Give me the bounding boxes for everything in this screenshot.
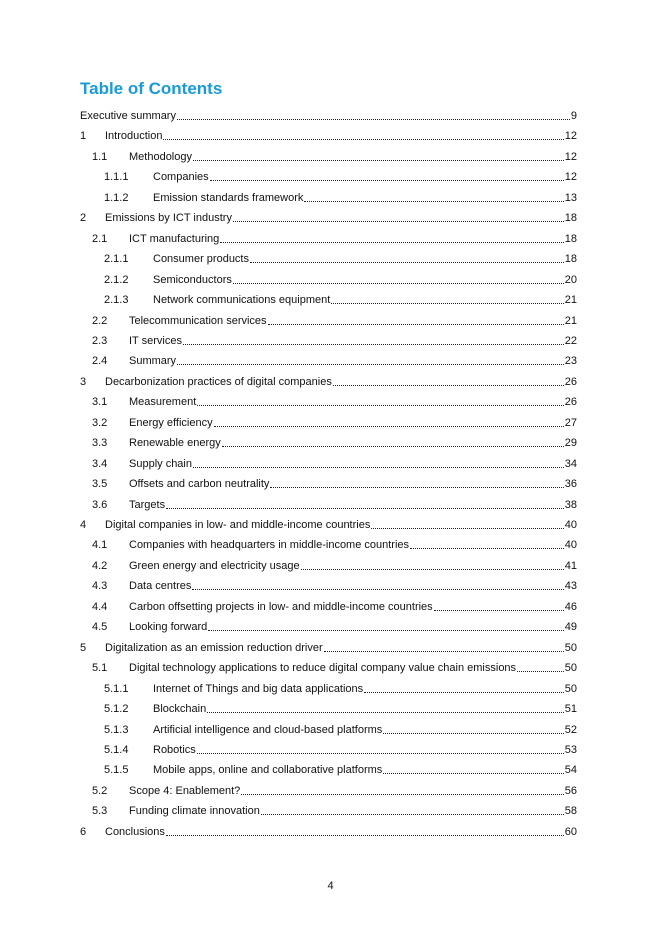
toc-entry-label: Looking forward <box>129 621 208 633</box>
toc-entry-label: Consumer products <box>153 253 249 265</box>
toc-entry-page: 18 <box>564 253 577 265</box>
toc-entry-page: 41 <box>564 560 577 572</box>
toc-dot-leader <box>304 200 563 202</box>
toc-entry-page: 58 <box>564 805 577 817</box>
toc-dot-leader <box>166 834 564 836</box>
toc-entry-label: Companies <box>153 171 209 183</box>
toc-entry-number: 4 <box>80 519 87 531</box>
toc-dot-leader <box>383 732 563 734</box>
toc-entry[interactable] <box>104 252 577 266</box>
toc-dot-leader <box>197 752 564 754</box>
toc-entry-label: ICT manufacturing <box>129 233 220 245</box>
toc-dot-leader <box>208 629 563 631</box>
toc-dot-leader <box>193 159 564 161</box>
toc-entry-label: Emission standards framework <box>153 192 304 204</box>
toc-entry-page: 23 <box>564 355 577 367</box>
toc-entry-number: 3.6 <box>92 499 108 511</box>
toc-entry[interactable] <box>92 354 577 368</box>
toc-entry[interactable] <box>104 170 577 184</box>
toc-entry-label: Conclusions <box>105 826 165 838</box>
toc-entry-label: Mobile apps, online and collaborative platforms <box>153 764 383 776</box>
toc-entry-page: 50 <box>564 683 577 695</box>
toc-entry[interactable] <box>92 804 577 818</box>
toc-entry-label: Companies with headquarters in middle-income countries <box>129 539 410 551</box>
toc-dot-leader <box>233 220 564 222</box>
toc-entry-label: Digital companies in low- and middle-income countries <box>105 519 371 531</box>
toc-entry-label: Network communications equipment <box>153 294 331 306</box>
toc-entry-page: 29 <box>564 437 577 449</box>
toc-entry-page: 34 <box>564 458 577 470</box>
toc-entry-number: 3 <box>80 376 87 388</box>
toc-entry[interactable] <box>80 109 577 123</box>
toc-entry-number: 2.4 <box>92 355 108 367</box>
toc-entry-label: Summary <box>129 355 177 367</box>
toc-entry-number: 2.1 <box>92 233 108 245</box>
toc-dot-leader <box>241 793 563 795</box>
toc-title: Table of Contents <box>80 79 223 98</box>
toc-entry-number: 2.3 <box>92 335 108 347</box>
toc-dot-leader <box>220 241 563 243</box>
toc-entry-page: 9 <box>570 110 577 122</box>
toc-entry[interactable] <box>92 334 577 348</box>
toc-entry[interactable] <box>80 375 577 389</box>
toc-entry[interactable] <box>80 211 577 225</box>
toc-entry[interactable] <box>92 150 577 164</box>
toc-entry-label: IT services <box>129 335 182 347</box>
toc-entry[interactable] <box>104 702 577 716</box>
toc-entry-label: Energy efficiency <box>129 417 213 429</box>
toc-entry-number: 1 <box>80 130 87 142</box>
toc-entry-label: Carbon offsetting projects in low- and middle-income countries <box>129 601 433 613</box>
toc-entry-page: 49 <box>564 621 577 633</box>
toc-entry[interactable] <box>80 518 577 532</box>
toc-entry[interactable] <box>92 579 577 593</box>
toc-entry-page: 27 <box>564 417 577 429</box>
toc-entry-page: 60 <box>564 826 577 838</box>
toc-dot-leader <box>434 609 564 611</box>
toc-entry-number: 6 <box>80 826 87 838</box>
toc-entry[interactable] <box>92 784 577 798</box>
toc-dot-leader <box>183 343 564 345</box>
toc-entry[interactable] <box>104 273 577 287</box>
toc-entry[interactable] <box>104 743 577 757</box>
toc-entry-number: 5.1.3 <box>104 724 129 736</box>
toc-entry[interactable] <box>92 416 577 430</box>
toc-dot-leader <box>192 588 563 590</box>
toc-entry[interactable] <box>104 763 577 777</box>
toc-entry-label: Methodology <box>129 151 192 163</box>
toc-dot-leader <box>331 302 563 304</box>
toc-entry-number: 1.1.2 <box>104 192 129 204</box>
toc-entry[interactable] <box>92 457 577 471</box>
toc-entry-number: 3.3 <box>92 437 108 449</box>
toc-dot-leader <box>207 711 564 713</box>
toc-entry-label: Offsets and carbon neutrality <box>129 478 270 490</box>
toc-dot-leader <box>333 384 564 386</box>
toc-dot-leader <box>517 670 564 672</box>
toc-dot-leader <box>268 323 564 325</box>
toc-entry[interactable] <box>104 682 577 696</box>
toc-entry-number: 5.2 <box>92 785 108 797</box>
toc-entry-label: Artificial intelligence and cloud-based platforms <box>153 724 383 736</box>
toc-dot-leader <box>233 282 564 284</box>
toc-entry-number: 3.2 <box>92 417 108 429</box>
toc-entry-page: 38 <box>564 499 577 511</box>
toc-entry-label: Supply chain <box>129 458 192 470</box>
toc-entry[interactable] <box>80 129 577 143</box>
toc-entry-number: 5 <box>80 642 87 654</box>
toc-entry-page: 50 <box>564 642 577 654</box>
toc-entry-page: 12 <box>564 130 577 142</box>
toc-entry-number: 5.1.5 <box>104 764 129 776</box>
toc-dot-leader <box>270 486 563 488</box>
toc-entry-number: 4.3 <box>92 580 108 592</box>
toc-dot-leader <box>197 404 563 406</box>
toc-dot-leader <box>193 466 564 468</box>
toc-entry[interactable] <box>92 538 577 552</box>
toc-entry-page: 50 <box>564 662 577 674</box>
toc-entry-number: 1.1.1 <box>104 171 129 183</box>
toc-dot-leader <box>261 813 564 815</box>
toc-entry-number: 5.1.2 <box>104 703 129 715</box>
toc-dot-leader <box>177 118 570 120</box>
toc-entry-page: 54 <box>564 764 577 776</box>
toc-dot-leader <box>166 507 564 509</box>
toc-entry-page: 12 <box>564 151 577 163</box>
toc-entry-number: 4.5 <box>92 621 108 633</box>
toc-entry-page: 43 <box>564 580 577 592</box>
toc-entry-number: 5.1.4 <box>104 744 129 756</box>
toc-entry[interactable] <box>92 477 577 491</box>
toc-entry-number: 3.1 <box>92 396 108 408</box>
toc-entry[interactable] <box>104 723 577 737</box>
toc-dot-leader <box>324 650 564 652</box>
toc-entry[interactable] <box>104 293 577 307</box>
toc-dot-leader <box>214 425 564 427</box>
toc-entry-page: 56 <box>564 785 577 797</box>
toc-entry-number: 4.1 <box>92 539 108 551</box>
toc-dot-leader <box>163 138 563 140</box>
toc-entry[interactable] <box>92 314 577 328</box>
toc-entry-page: 26 <box>564 376 577 388</box>
page-number: 4 <box>327 880 334 892</box>
toc-entry-number: 3.5 <box>92 478 108 490</box>
toc-entry[interactable] <box>92 436 577 450</box>
toc-entry-number: 1.1 <box>92 151 108 163</box>
toc-entry-number: 5.3 <box>92 805 108 817</box>
toc-entry[interactable] <box>92 559 577 573</box>
toc-dot-leader <box>383 772 563 774</box>
toc-entry-number: 5.1.1 <box>104 683 129 695</box>
toc-entry-label: Telecommunication services <box>129 315 267 327</box>
toc-entry-page: 21 <box>564 294 577 306</box>
toc-entry-number: 2.1.1 <box>104 253 129 265</box>
toc-entry-page: 46 <box>564 601 577 613</box>
toc-entry-page: 36 <box>564 478 577 490</box>
toc-entry-label: Measurement <box>129 396 197 408</box>
toc-entry-number: 2 <box>80 212 87 224</box>
toc-dot-leader <box>222 445 564 447</box>
toc-entry-number: 4.2 <box>92 560 108 572</box>
toc-entry-page: 22 <box>564 335 577 347</box>
toc-dot-leader <box>364 691 564 693</box>
toc-entry-label: Emissions by ICT industry <box>105 212 232 224</box>
toc-entry-page: 52 <box>564 724 577 736</box>
toc-entry[interactable] <box>92 395 577 409</box>
toc-entry-page: 20 <box>564 274 577 286</box>
toc-entry-label: Green energy and electricity usage <box>129 560 300 572</box>
toc-entry[interactable] <box>92 498 577 512</box>
toc-dot-leader <box>210 179 564 181</box>
toc-entry-label: Executive summary <box>80 110 176 122</box>
toc-entry-page: 53 <box>564 744 577 756</box>
toc-entry-page: 21 <box>564 315 577 327</box>
toc-dot-leader <box>371 527 563 529</box>
toc-entry-label: Funding climate innovation <box>129 805 260 817</box>
toc-entry-page: 12 <box>564 171 577 183</box>
toc-entry-label: Semiconductors <box>153 274 232 286</box>
toc-entry[interactable] <box>92 661 577 675</box>
toc-entry-page: 18 <box>564 212 577 224</box>
toc-entry-label: Blockchain <box>153 703 207 715</box>
toc-entry-label: Data centres <box>129 580 192 592</box>
toc-entry[interactable] <box>92 232 577 246</box>
toc-dot-leader <box>301 568 564 570</box>
toc-entry[interactable] <box>80 825 577 839</box>
toc-entry[interactable] <box>92 600 577 614</box>
toc-entry-number: 2.1.2 <box>104 274 129 286</box>
toc-entry-number: 2.2 <box>92 315 108 327</box>
toc-entry[interactable] <box>80 641 577 655</box>
toc-entry-label: Targets <box>129 499 166 511</box>
toc-entry-label: Introduction <box>105 130 163 142</box>
toc-entry-page: 18 <box>564 233 577 245</box>
toc-dot-leader <box>177 363 564 365</box>
toc-entry-label: Internet of Things and big data applications <box>153 683 364 695</box>
toc-entry-label: Decarbonization practices of digital companies <box>105 376 332 388</box>
toc-entry-label: Renewable energy <box>129 437 221 449</box>
toc-entry-label: Digitalization as an emission reduction driver <box>105 642 323 654</box>
toc-entry[interactable] <box>104 191 577 205</box>
toc-entry-number: 5.1 <box>92 662 108 674</box>
toc-entry-number: 4.4 <box>92 601 108 613</box>
toc-dot-leader <box>250 261 564 263</box>
toc-entry-page: 40 <box>564 519 577 531</box>
toc-entry-label: Scope 4: Enablement? <box>129 785 241 797</box>
toc-entry-page: 40 <box>564 539 577 551</box>
toc-entry-page: 13 <box>564 192 577 204</box>
toc-entry-page: 51 <box>564 703 577 715</box>
toc-entry-page: 26 <box>564 396 577 408</box>
toc-entry-number: 3.4 <box>92 458 108 470</box>
toc-entry-number: 2.1.3 <box>104 294 129 306</box>
toc-entry[interactable] <box>92 620 577 634</box>
toc-entry-label: Robotics <box>153 744 196 756</box>
toc-dot-leader <box>410 547 564 549</box>
toc-entry-label: Digital technology applications to reduce digital company value chain emissions <box>129 662 517 674</box>
